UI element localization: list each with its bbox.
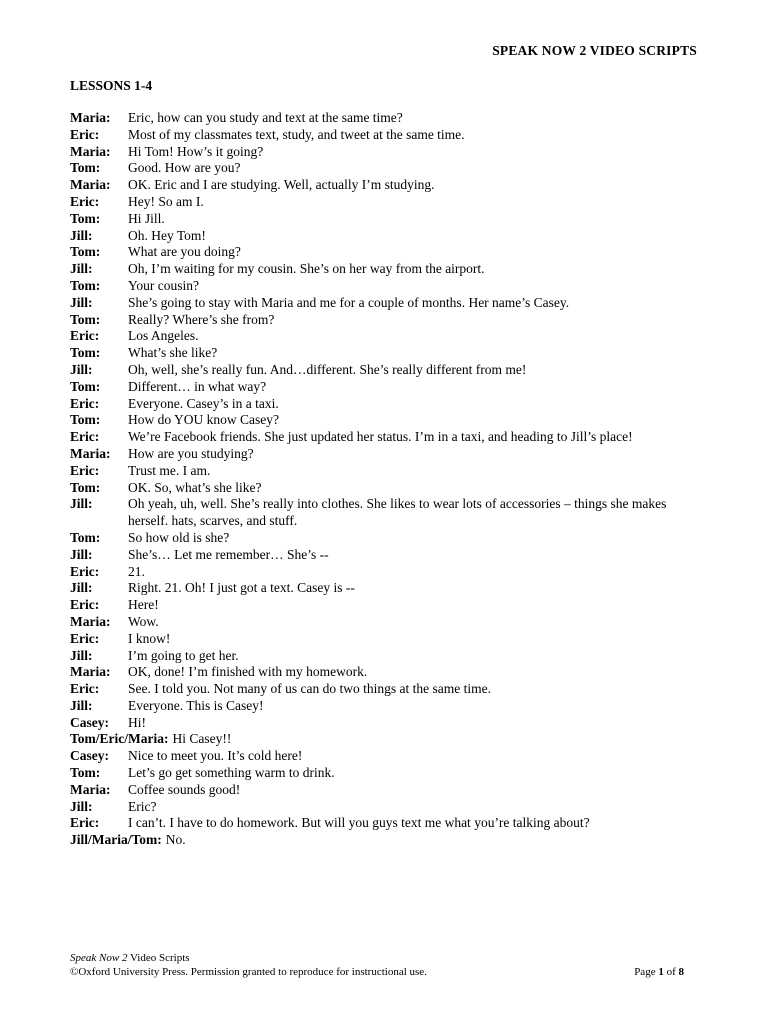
footer-book-name: Speak Now 2 bbox=[70, 952, 128, 964]
speaker-name: Tom: bbox=[70, 160, 101, 176]
dialogue-line bbox=[70, 782, 700, 799]
speaker-name: Tom: bbox=[70, 479, 101, 495]
speaker-name: Eric: bbox=[70, 328, 100, 344]
dialogue-text: We’re Facebook friends. She just updated her status. I’m in a taxi, and heading to Jill’s place! bbox=[128, 429, 633, 445]
dialogue-text: Nice to meet you. It’s cold here! bbox=[128, 748, 303, 764]
speaker-name: Eric: bbox=[70, 630, 100, 646]
speaker-name: Jill: bbox=[70, 294, 93, 310]
page-total: 8 bbox=[678, 966, 684, 978]
dialogue-line bbox=[70, 211, 700, 228]
speaker-name: Maria: bbox=[70, 664, 111, 680]
dialogue-line bbox=[70, 144, 700, 161]
dialogue-line bbox=[70, 396, 700, 413]
dialogue-line bbox=[70, 127, 700, 144]
dialogue-line bbox=[70, 463, 700, 480]
dialogue-line bbox=[70, 295, 700, 312]
dialogue-line bbox=[70, 312, 700, 329]
dialogue-text: Wow. bbox=[128, 613, 159, 629]
speaker-name: Eric: bbox=[70, 395, 100, 411]
speaker-name: Eric: bbox=[70, 429, 100, 445]
dialogue-text: I know! bbox=[128, 630, 171, 646]
dialogue-text: Los Angeles. bbox=[128, 328, 199, 344]
dialogue-text: So how old is she? bbox=[128, 529, 230, 545]
dialogue-line bbox=[70, 731, 700, 748]
dialogue-text: OK. Eric and I are studying. Well, actually I’m studying. bbox=[128, 177, 435, 193]
dialogue-line bbox=[70, 177, 700, 194]
dialogue-text: Here! bbox=[128, 597, 159, 613]
speaker-name: Jill: bbox=[70, 580, 93, 596]
footer-copyright: ©Oxford University Press. Permission granted to reproduce for instructional use. bbox=[70, 966, 427, 978]
dialogue-line bbox=[70, 345, 700, 362]
dialogue-text: No. bbox=[165, 832, 186, 848]
dialogue-text: I’m going to get her. bbox=[128, 647, 239, 663]
speaker-name: Tom: bbox=[70, 765, 101, 781]
dialogue-text: She’s going to stay with Maria and me for a couple of months. Her name’s Casey. bbox=[128, 294, 570, 310]
dialogue-line bbox=[70, 748, 700, 765]
speaker-name: Eric: bbox=[70, 681, 100, 697]
speaker-name: Maria: bbox=[70, 110, 111, 125]
dialogue-text: OK, done! I’m finished with my homework. bbox=[128, 664, 368, 680]
dialogue-text: OK. So, what’s she like? bbox=[128, 479, 262, 495]
speaker-name: Jill: bbox=[70, 697, 93, 713]
speaker-name: Tom: bbox=[70, 277, 101, 293]
dialogue-text: Everyone. Casey’s in a taxi. bbox=[128, 395, 279, 411]
speaker-name: Jill: bbox=[70, 361, 93, 377]
dialogue-text: Your cousin? bbox=[128, 277, 200, 293]
dialogue-text: I can’t. I have to do homework. But will you guys text me what you’re talking about? bbox=[128, 815, 590, 831]
speaker-name: Eric: bbox=[70, 563, 100, 579]
dialogue-line bbox=[70, 648, 700, 665]
dialogue-line bbox=[70, 614, 700, 631]
footer-book-suffix: Video Scripts bbox=[127, 952, 190, 964]
speaker-name: Eric: bbox=[70, 597, 100, 613]
dialogue-line bbox=[70, 228, 700, 245]
dialogue-text: Coffee sounds good! bbox=[128, 781, 241, 797]
speaker-name: Eric: bbox=[70, 126, 100, 142]
dialogue-line bbox=[70, 765, 700, 782]
speaker-name: Maria: bbox=[70, 143, 111, 159]
dialogue-text: See. I told you. Not many of us can do two things at the same time. bbox=[128, 681, 491, 697]
speaker-name: Maria: bbox=[70, 613, 111, 629]
footer-book-title bbox=[70, 952, 190, 964]
dialogue-line bbox=[70, 480, 700, 497]
speaker-name: Tom: bbox=[70, 529, 101, 545]
speaker-name: Eric: bbox=[70, 193, 100, 209]
speaker-name: Maria: bbox=[70, 177, 111, 193]
dialogue-line bbox=[70, 412, 700, 429]
dialogue-text: Oh yeah, uh, well. She’s really into clothes. She likes to wear lots of accessories – things she makes herself. hats, scarves, and stuff. bbox=[128, 496, 667, 529]
dialogue-line bbox=[70, 832, 700, 849]
dialogue-text: What are you doing? bbox=[128, 244, 241, 260]
speaker-name: Tom: bbox=[70, 210, 101, 226]
dialogue-text: Let’s go get something warm to drink. bbox=[128, 765, 335, 781]
dialogue-line bbox=[70, 110, 700, 127]
page-prefix: Page bbox=[634, 966, 659, 978]
dialogue-text: How do YOU know Casey? bbox=[128, 412, 279, 428]
dialogue-text: Right. 21. Oh! I just got a text. Casey is -- bbox=[128, 580, 355, 596]
speaker-name: Jill: bbox=[70, 546, 93, 562]
dialogue-text: Eric? bbox=[128, 798, 157, 814]
speaker-name: Tom: bbox=[70, 311, 101, 327]
dialogue-text: Oh. Hey Tom! bbox=[128, 227, 206, 243]
speaker-name: Maria: bbox=[70, 781, 111, 797]
speaker-name: Tom: bbox=[70, 244, 101, 260]
dialogue-line bbox=[70, 547, 700, 564]
page-of: of bbox=[663, 966, 679, 978]
dialogue-text: Eric, how can you study and text at the same time? bbox=[128, 110, 403, 125]
speaker-name: Tom/Eric/Maria: bbox=[70, 731, 169, 747]
dialogue-line bbox=[70, 530, 700, 547]
page-number bbox=[634, 966, 684, 978]
dialogue-text: Hi Tom! How’s it going? bbox=[128, 143, 264, 159]
dialogue-text: What’s she like? bbox=[128, 345, 218, 361]
dialogue-line bbox=[70, 681, 700, 698]
dialogue-line bbox=[70, 664, 700, 681]
dialogue-text: Most of my classmates text, study, and tweet at the same time. bbox=[128, 126, 465, 142]
dialogue-text: She’s… Let me remember… She’s -- bbox=[128, 546, 329, 562]
dialogue-line bbox=[70, 564, 700, 581]
dialogue-line bbox=[70, 194, 700, 211]
dialogue-text: Good. How are you? bbox=[128, 160, 241, 176]
dialogue-line bbox=[70, 328, 700, 345]
speaker-name: Tom: bbox=[70, 412, 101, 428]
dialogue-line bbox=[70, 278, 700, 295]
dialogue-line bbox=[70, 698, 700, 715]
dialogue-text: Oh, well, she’s really fun. And…different. She’s really different from me! bbox=[128, 361, 527, 377]
dialogue-line bbox=[70, 362, 700, 379]
speaker-name: Casey: bbox=[70, 748, 109, 764]
dialogue-line bbox=[70, 244, 700, 261]
speaker-name: Jill: bbox=[70, 647, 93, 663]
section-title: LESSONS 1-4 bbox=[70, 78, 153, 93]
speaker-name: Jill: bbox=[70, 227, 93, 243]
dialogue-text: Hi Casey!! bbox=[172, 731, 232, 747]
speaker-name: Casey: bbox=[70, 714, 109, 730]
dialogue-text: How are you studying? bbox=[128, 445, 254, 461]
page-current: 1 bbox=[658, 966, 664, 978]
speaker-name: Jill: bbox=[70, 798, 93, 814]
dialogue-line bbox=[70, 261, 700, 278]
dialogue-text: Everyone. This is Casey! bbox=[128, 697, 264, 713]
speaker-name: Jill/Maria/Tom: bbox=[70, 832, 162, 848]
dialogue-line bbox=[70, 715, 700, 732]
dialogue-text: Trust me. I am. bbox=[128, 462, 211, 478]
dialogue-line bbox=[70, 799, 700, 816]
speaker-name: Maria: bbox=[70, 445, 111, 461]
dialogue-text: Hey! So am I. bbox=[128, 193, 204, 209]
dialogue-text: Hi Jill. bbox=[128, 210, 165, 226]
dialogue-text: 21. bbox=[128, 563, 145, 579]
speaker-name: Jill: bbox=[70, 261, 93, 277]
dialogue-text: Really? Where’s she from? bbox=[128, 311, 275, 327]
dialogue-line bbox=[70, 379, 700, 396]
dialogue-line bbox=[70, 446, 700, 463]
dialogue-line bbox=[70, 496, 700, 530]
dialogue-line bbox=[70, 631, 700, 648]
document-header: SPEAK NOW 2 VIDEO SCRIPTS bbox=[492, 43, 697, 58]
dialogue-line bbox=[70, 597, 700, 614]
dialogue-text: Oh, I’m waiting for my cousin. She’s on her way from the airport. bbox=[128, 261, 485, 277]
speaker-name: Tom: bbox=[70, 378, 101, 394]
dialogue-line bbox=[70, 580, 700, 597]
dialogue-line bbox=[70, 815, 700, 832]
dialogue-text: Hi! bbox=[128, 714, 146, 730]
speaker-name: Tom: bbox=[70, 345, 101, 361]
speaker-name: Eric: bbox=[70, 462, 100, 478]
dialogue-text: Different… in what way? bbox=[128, 378, 267, 394]
dialogue-line bbox=[70, 429, 700, 446]
speaker-name: Eric: bbox=[70, 815, 100, 831]
speaker-name: Jill: bbox=[70, 496, 93, 512]
script-dialogue bbox=[70, 110, 700, 849]
dialogue-line bbox=[70, 160, 700, 177]
